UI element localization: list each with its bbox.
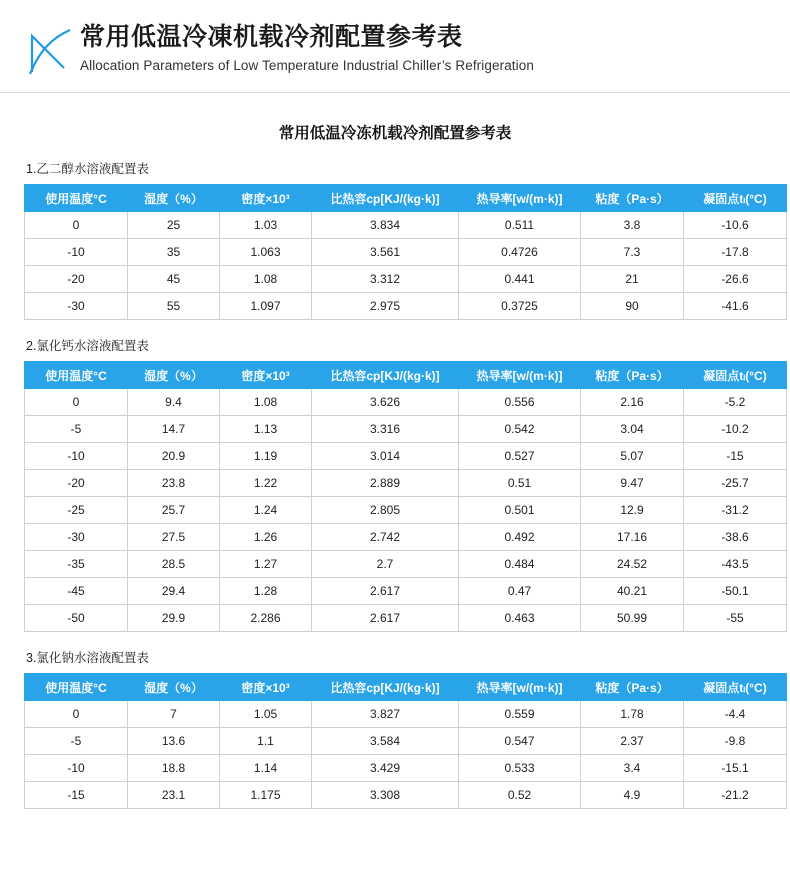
cell: 25: [128, 212, 220, 239]
cell: 3.834: [312, 212, 459, 239]
column-header-temperature: 使用温度°C: [25, 185, 128, 212]
cell: 0.492: [459, 524, 581, 551]
tables-container: [0, 159, 790, 809]
column-header-freezing-point: 凝固点tₗ(°C): [684, 674, 787, 701]
cell: 0.47: [459, 578, 581, 605]
cell: 0.501: [459, 497, 581, 524]
cell: 1.19: [220, 443, 312, 470]
table-row: [25, 416, 787, 443]
cell: 0.463: [459, 605, 581, 632]
cell: 50.99: [581, 605, 684, 632]
cell: 0.559: [459, 701, 581, 728]
page-title: 常用低温冷凍机载冷剂配置参考表: [80, 23, 463, 51]
cell: 23.8: [128, 470, 220, 497]
page-header: [0, 0, 790, 78]
cell: 20.9: [128, 443, 220, 470]
section-calcium-chloride: [24, 336, 766, 632]
cell: -21.2: [684, 782, 787, 809]
table-row: [25, 293, 787, 320]
cell: -30: [25, 293, 128, 320]
cell: 1.08: [220, 266, 312, 293]
table-header-row: [25, 674, 787, 701]
cell: -9.8: [684, 728, 787, 755]
cell: -10.6: [684, 212, 787, 239]
cell: 3.561: [312, 239, 459, 266]
data-table: [24, 673, 787, 809]
cell: 1.03: [220, 212, 312, 239]
cell: 28.5: [128, 551, 220, 578]
cell: -55: [684, 605, 787, 632]
cell: -20: [25, 470, 128, 497]
cell: 35: [128, 239, 220, 266]
column-header-humidity: 湿度（%）: [128, 674, 220, 701]
cell: 2.286: [220, 605, 312, 632]
cell: 0.533: [459, 755, 581, 782]
cell: 23.1: [128, 782, 220, 809]
cell: -10: [25, 239, 128, 266]
cell: 1.27: [220, 551, 312, 578]
data-table: [24, 361, 787, 632]
cell: 3.316: [312, 416, 459, 443]
cell: 2.805: [312, 497, 459, 524]
column-header-density: 密度×10³: [220, 185, 312, 212]
table-row: [25, 578, 787, 605]
column-header-viscosity: 粘度（Pa·s）: [581, 674, 684, 701]
cell: -25: [25, 497, 128, 524]
table-row: [25, 551, 787, 578]
cell: -31.2: [684, 497, 787, 524]
cell: 9.4: [128, 389, 220, 416]
cell: 2.617: [312, 578, 459, 605]
cell: -10: [25, 443, 128, 470]
cell: 25.7: [128, 497, 220, 524]
cell: 0.511: [459, 212, 581, 239]
cell: -35: [25, 551, 128, 578]
cell: 0: [25, 212, 128, 239]
table-row: [25, 212, 787, 239]
cell: 2.617: [312, 605, 459, 632]
cell: -50: [25, 605, 128, 632]
column-header-conductivity: 热导率[w/(m·k)]: [459, 185, 581, 212]
cell: 0: [25, 701, 128, 728]
column-header-temperature: 使用温度°C: [25, 362, 128, 389]
cell: 0.547: [459, 728, 581, 755]
cell: -26.6: [684, 266, 787, 293]
cell: -5: [25, 728, 128, 755]
cell: 0.52: [459, 782, 581, 809]
cell: 1.24: [220, 497, 312, 524]
column-header-conductivity: 热导率[w/(m·k)]: [459, 674, 581, 701]
cell: -17.8: [684, 239, 787, 266]
column-header-humidity: 湿度（%）: [128, 362, 220, 389]
column-header-conductivity: 热导率[w/(m·k)]: [459, 362, 581, 389]
cell: 5.07: [581, 443, 684, 470]
cell: 3.827: [312, 701, 459, 728]
data-table: [24, 184, 787, 320]
cell: 2.975: [312, 293, 459, 320]
column-header-specific-heat: 比热容cp[KJ/(kg·k)]: [312, 185, 459, 212]
cell: 12.9: [581, 497, 684, 524]
cell: 14.7: [128, 416, 220, 443]
cell: -5.2: [684, 389, 787, 416]
cell: 0.4726: [459, 239, 581, 266]
cell: 1.1: [220, 728, 312, 755]
cell: 3.312: [312, 266, 459, 293]
column-header-density: 密度×10³: [220, 674, 312, 701]
cell: 0.441: [459, 266, 581, 293]
cell: 3.04: [581, 416, 684, 443]
cell: 7.3: [581, 239, 684, 266]
document-title: 常用低温冷冻机载冷剂配置参考表: [278, 125, 512, 142]
cell: 4.9: [581, 782, 684, 809]
table-header-row: [25, 185, 787, 212]
cell: 1.26: [220, 524, 312, 551]
cell: -38.6: [684, 524, 787, 551]
cell: 0.51: [459, 470, 581, 497]
column-header-viscosity: 粘度（Pa·s）: [581, 185, 684, 212]
table-row: [25, 497, 787, 524]
column-header-freezing-point: 凝固点tₗ(°C): [684, 362, 787, 389]
table-row: [25, 524, 787, 551]
header-divider: [0, 92, 790, 93]
header-text-block: [72, 22, 534, 73]
cell: -4.4: [684, 701, 787, 728]
cell: 2.742: [312, 524, 459, 551]
table-row: [25, 728, 787, 755]
column-header-humidity: 湿度（%）: [128, 185, 220, 212]
cell: -5: [25, 416, 128, 443]
cell: 45: [128, 266, 220, 293]
cell: 90: [581, 293, 684, 320]
cell: 1.175: [220, 782, 312, 809]
cell: 3.429: [312, 755, 459, 782]
checkmark-swoosh-logo-icon: [26, 26, 72, 78]
cell: 2.7: [312, 551, 459, 578]
cell: 29.9: [128, 605, 220, 632]
cell: -30: [25, 524, 128, 551]
cell: 1.08: [220, 389, 312, 416]
cell: 3.4: [581, 755, 684, 782]
table-row: [25, 782, 787, 809]
cell: 2.37: [581, 728, 684, 755]
cell: 18.8: [128, 755, 220, 782]
cell: 1.14: [220, 755, 312, 782]
cell: 3.308: [312, 782, 459, 809]
table-row: [25, 443, 787, 470]
table-row: [25, 701, 787, 728]
cell: -45: [25, 578, 128, 605]
cell: 9.47: [581, 470, 684, 497]
cell: 2.889: [312, 470, 459, 497]
cell: 3.014: [312, 443, 459, 470]
column-header-freezing-point: 凝固点tₗ(°C): [684, 185, 787, 212]
section-label: 2.氯化钙水溶液配置表: [26, 339, 149, 353]
cell: -20: [25, 266, 128, 293]
section-sodium-chloride: [24, 648, 766, 809]
cell: 55: [128, 293, 220, 320]
cell: 0.527: [459, 443, 581, 470]
table-row: [25, 470, 787, 497]
column-header-specific-heat: 比热容cp[KJ/(kg·k)]: [312, 362, 459, 389]
cell: 21: [581, 266, 684, 293]
cell: -41.6: [684, 293, 787, 320]
cell: 40.21: [581, 578, 684, 605]
cell: 2.16: [581, 389, 684, 416]
cell: 1.097: [220, 293, 312, 320]
cell: -10.2: [684, 416, 787, 443]
cell: 3.8: [581, 212, 684, 239]
cell: 24.52: [581, 551, 684, 578]
section-label: 3.氯化钠水溶液配置表: [26, 651, 149, 665]
column-header-density: 密度×10³: [220, 362, 312, 389]
cell: -50.1: [684, 578, 787, 605]
cell: 17.16: [581, 524, 684, 551]
cell: -15: [25, 782, 128, 809]
cell: -15.1: [684, 755, 787, 782]
table-header-row: [25, 362, 787, 389]
cell: 13.6: [128, 728, 220, 755]
cell: 0.542: [459, 416, 581, 443]
column-header-temperature: 使用温度°C: [25, 674, 128, 701]
cell: 29.4: [128, 578, 220, 605]
cell: 0.484: [459, 551, 581, 578]
cell: 3.584: [312, 728, 459, 755]
cell: -15: [684, 443, 787, 470]
cell: 27.5: [128, 524, 220, 551]
section-label: 1.乙二醇水溶液配置表: [26, 162, 149, 176]
cell: 1.78: [581, 701, 684, 728]
cell: 3.626: [312, 389, 459, 416]
table-row: [25, 239, 787, 266]
page-subtitle: Allocation Parameters of Low Temperature Industrial Chiller’s Refrigeration: [80, 58, 534, 73]
cell: 0.3725: [459, 293, 581, 320]
cell: 1.063: [220, 239, 312, 266]
table-row: [25, 266, 787, 293]
cell: 1.22: [220, 470, 312, 497]
cell: 1.13: [220, 416, 312, 443]
section-ethylene-glycol: [24, 159, 766, 320]
column-header-specific-heat: 比热容cp[KJ/(kg·k)]: [312, 674, 459, 701]
table-row: [25, 389, 787, 416]
cell: 1.05: [220, 701, 312, 728]
cell: 1.28: [220, 578, 312, 605]
cell: 0.556: [459, 389, 581, 416]
cell: 7: [128, 701, 220, 728]
cell: -10: [25, 755, 128, 782]
table-row: [25, 605, 787, 632]
column-header-viscosity: 粘度（Pa·s）: [581, 362, 684, 389]
cell: -43.5: [684, 551, 787, 578]
cell: -25.7: [684, 470, 787, 497]
table-row: [25, 755, 787, 782]
cell: 0: [25, 389, 128, 416]
